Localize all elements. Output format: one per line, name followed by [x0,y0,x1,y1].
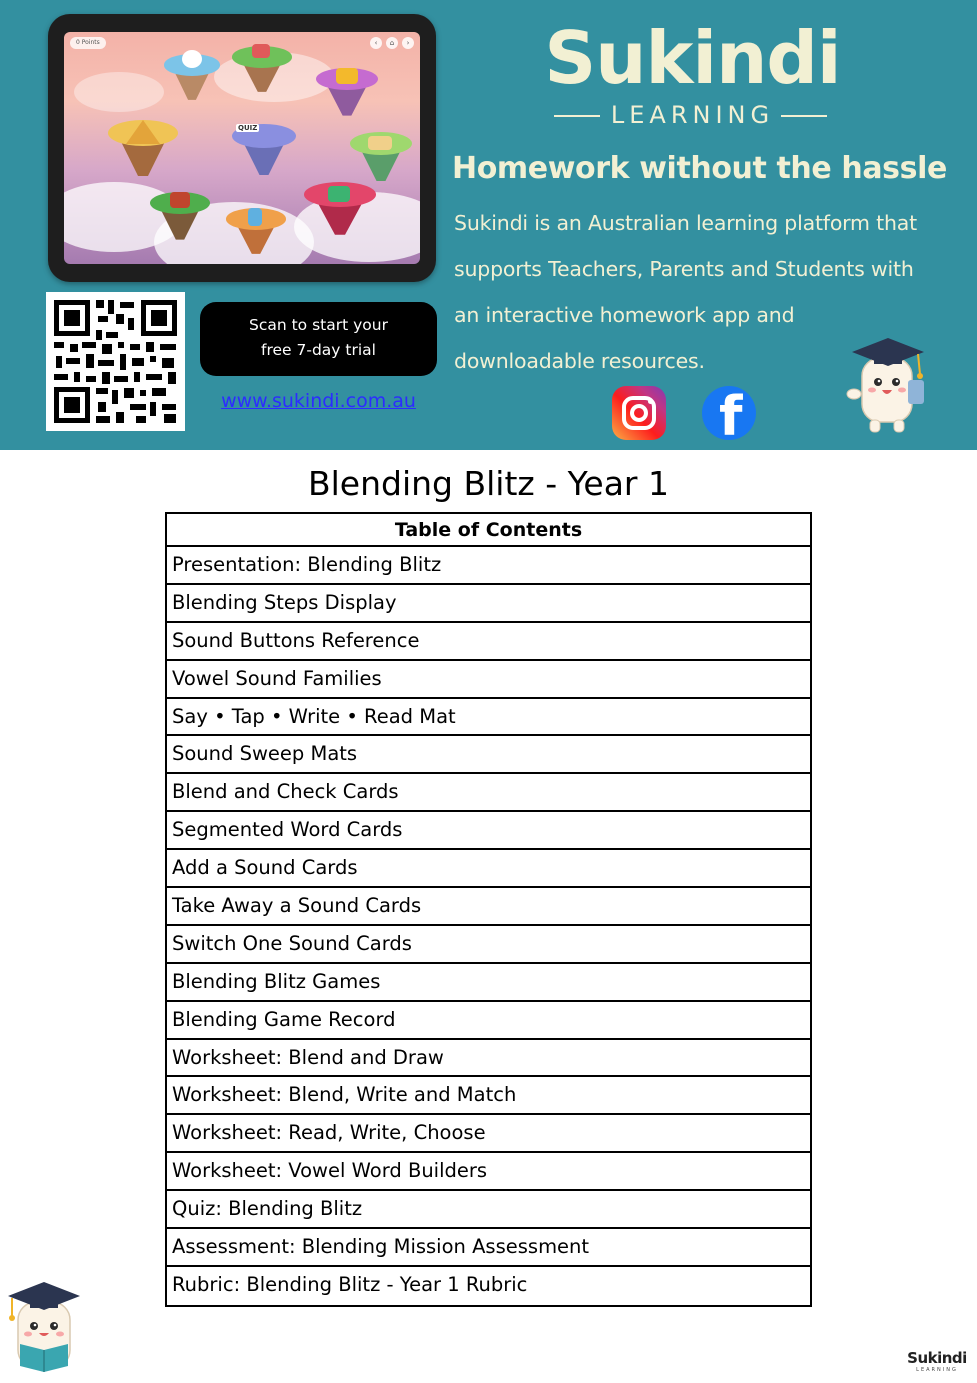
quiz-label: QUIZ [238,124,258,132]
toc-item: Worksheet: Vowel Word Builders [167,1153,810,1191]
footer-logo [902,1350,972,1374]
toc-item: Blend and Check Cards [167,774,810,812]
toc-item: Add a Sound Cards [167,850,810,888]
island-house [150,192,210,248]
logo-wordmark: Sukindi [544,16,841,100]
website-link[interactable]: www.sukindi.com.au [221,390,416,412]
scan-line-1: Scan to start your [249,316,388,334]
instagram-icon[interactable] [612,386,666,440]
toc-item: Sound Buttons Reference [167,623,810,661]
island-games [304,182,376,244]
mascot-graduate-icon [846,330,930,434]
mascot-reading-icon [4,1276,84,1376]
toc-item: Blending Steps Display [167,585,810,623]
promo-banner [0,0,977,450]
toc-item: Take Away a Sound Cards [167,888,810,926]
island-pyramid [108,120,178,186]
toc-item: Segmented Word Cards [167,812,810,850]
toc-item: Sound Sweep Mats [167,736,810,774]
logo-subtitle: LEARNING [520,102,865,128]
platform-description: Sukindi is an Australian learning platform that supports Teachers, Parents and Students with an interactive homework app and downloadable resources. [454,211,917,373]
toc-heading: Table of Contents [167,514,810,547]
toc-item: Quiz: Blending Blitz [167,1191,810,1229]
toc-item: Worksheet: Blend and Draw [167,1040,810,1078]
table-of-contents [165,512,812,1307]
island-quiz [232,124,296,184]
toc-item: Presentation: Blending Blitz [167,547,810,585]
app-screenshot [64,32,420,264]
toc-item: Vowel Sound Families [167,661,810,699]
toc-item: Say • Tap • Write • Read Mat [167,699,810,737]
toc-item: Assessment: Blending Mission Assessment [167,1229,810,1267]
island-chef [164,54,220,108]
footer-logo-wordmark: Sukindi [907,1349,967,1367]
scan-trial-callout [200,302,437,376]
forward-icon: › [402,37,414,49]
toc-item: Switch One Sound Cards [167,926,810,964]
toc-item: Worksheet: Read, Write, Choose [167,1115,810,1153]
facebook-icon[interactable]: f [702,386,756,440]
island-science [226,208,286,262]
points-counter: 0 Points [70,37,106,49]
island-trophy [316,68,378,124]
toc-item: Blending Blitz Games [167,964,810,1002]
home-icon: ⌂ [386,37,398,49]
footer-logo-subtitle: LEARNING [916,1367,958,1373]
qr-code[interactable] [46,292,185,431]
island-art [232,46,292,100]
sukindi-logo [520,10,865,128]
back-icon: ‹ [370,37,382,49]
tagline: Homework without the hassle [452,151,947,186]
scan-line-2: free 7-day trial [261,341,376,359]
toc-item: Rubric: Blending Blitz - Year 1 Rubric [172,1272,528,1296]
toc-item: Blending Game Record [167,1002,810,1040]
document-title: Blending Blitz - Year 1 [308,464,669,503]
tablet-app-preview [48,14,436,282]
toc-item: Worksheet: Blend, Write and Match [167,1077,810,1115]
app-nav [370,37,414,49]
